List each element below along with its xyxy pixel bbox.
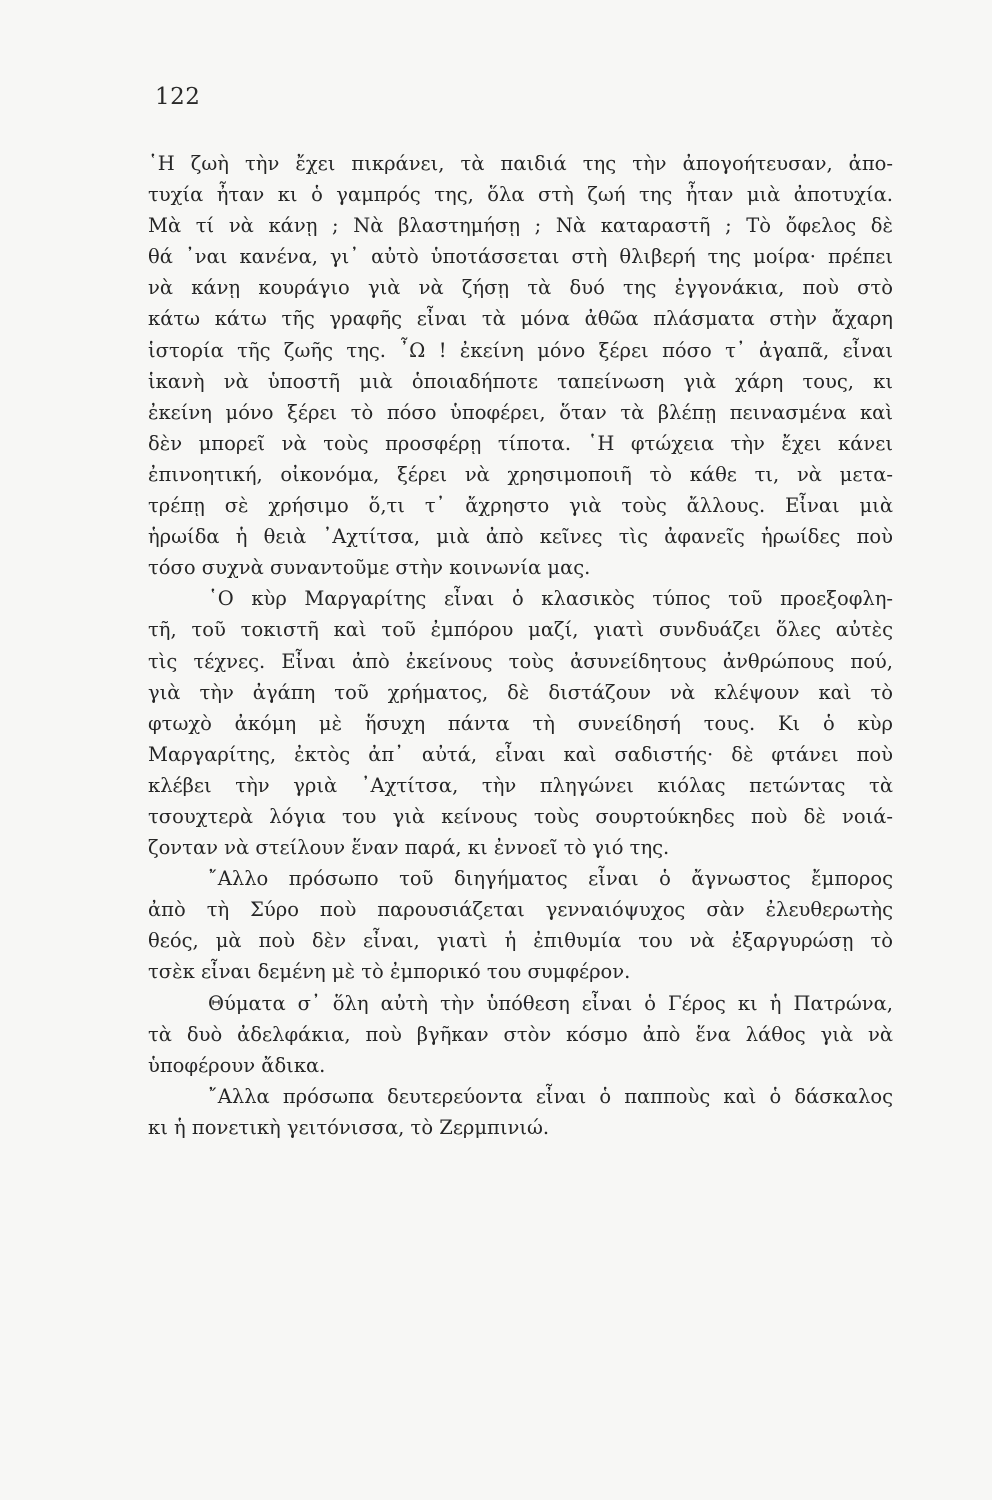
text-line: τσὲκ εἶναι δεμένη μὲ τὸ ἐμπορικό του συμφέρον. xyxy=(148,960,631,984)
text-line: κλέβει τὴν γριὰ ᾽Αχτίτσα, τὴν πληγώνει κιόλας πετώντας τὰ xyxy=(148,773,893,797)
text-line: Μαργαρίτης, ἐκτὸς ἀπ᾽ αὐτά, εἶναι καὶ σαδιστής· δὲ φτάνει ποὺ xyxy=(148,742,893,766)
paragraph xyxy=(148,863,893,987)
text-line: ῎Αλλο πρόσωπο τοῦ διηγήματος εἶναι ὁ ἄγνωστος ἔμπορος xyxy=(208,867,893,891)
text-line: τῆ, τοῦ τοκιστῆ καὶ τοῦ ἐμπόρου μαζί, γιατὶ συνδυάζει ὅλες αὐτὲς xyxy=(148,618,893,642)
paragraph xyxy=(148,583,893,863)
text-line: ἱκανὴ νὰ ὑποστῆ μιὰ ὁποιαδήποτε ταπείνωση γιὰ χάρη τους, κι xyxy=(148,369,893,393)
text-line: τὰ δυὸ ἀδελφάκια, ποὺ βγῆκαν στὸν κόσμο ἀπὸ ἕνα λάθος γιὰ νὰ xyxy=(148,1022,893,1046)
text-line: νὰ κάνῃ κουράγιο γιὰ νὰ ζήσῃ τὰ δυό της ἐγγονάκια, ποὺ στὸ xyxy=(148,276,893,300)
text-line: τὶς τέχνες. Εἶναι ἀπὸ ἐκείνους τοὺς ἀσυνείδητους ἀνθρώπους πού, xyxy=(148,649,893,673)
text-line: ἐπινοητική, οἰκονόμα, ξέρει νὰ χρησιμοποιῆ τὸ κάθε τι, νὰ μετα- xyxy=(148,462,893,486)
page-number: 122 xyxy=(155,84,201,110)
text-line: ἐκείνη μόνο ξέρει τὸ πόσο ὑποφέρει, ὅταν τὰ βλέπῃ πεινασμένα καὶ xyxy=(148,400,893,424)
text-line: ἡρωίδα ἡ θειὰ ᾽Αχτίτσα, μιὰ ἀπὸ κεῖνες τὶς ἀφανεῖς ἡρωίδες ποὺ xyxy=(148,525,893,549)
text-line: θά ᾽ναι κανένα, γι᾽ αὐτὸ ὑποτάσσεται στὴ θλιβερή της μοίρα· πρέπει xyxy=(148,245,893,269)
text-line: κι ἡ πονετικὴ γειτόνισσα, τὸ Ζερμπινιώ. xyxy=(148,1115,550,1139)
body-text xyxy=(148,148,893,1143)
text-line: φτωχὸ ἀκόμη μὲ ἥσυχη πάντα τὴ συνείδησή τους. Κι ὁ κὺρ xyxy=(148,711,893,735)
text-line: γιὰ τὴν ἀγάπη τοῦ χρήματος, δὲ διστάζουν νὰ κλέψουν καὶ τὸ xyxy=(148,680,893,704)
text-line: ῾Ο κὺρ Μαργαρίτης εἶναι ὁ κλασικὸς τύπος τοῦ προεξοφλη- xyxy=(208,587,893,611)
text-line: δὲν μπορεῖ νὰ τοὺς προσφέρῃ τίποτα. ῾Η φτώχεια τὴν ἔχει κάνει xyxy=(148,431,893,455)
text-line: ῾Η ζωὴ τὴν ἔχει πικράνει, τὰ παιδιά της τὴν ἀπογοήτευσαν, ἀπο- xyxy=(148,152,893,175)
paragraph xyxy=(148,988,893,1081)
text-line: ἱστορία τῆς ζωῆς της. ῏Ω ! ἐκείνη μόνο ξέρει πόσο τ᾽ ἀγαπᾶ, εἶναι xyxy=(148,338,893,362)
text-line: θεός, μὰ ποὺ δὲν εἶναι, γιατὶ ἡ ἐπιθυμία του νὰ ἐξαργυρώσῃ τὸ xyxy=(148,929,893,953)
text-line: ῎Αλλα πρόσωπα δευτερεύοντα εἶναι ὁ παπποὺς καὶ ὁ δάσκαλος xyxy=(208,1084,893,1108)
text-line: τόσο συχνὰ συναντοῦμε στὴν κοινωνία μας. xyxy=(148,556,591,580)
text-line: τυχία ἦταν κι ὁ γαμπρός της, ὅλα στὴ ζωή της ἦταν μιὰ ἀποτυχία. xyxy=(148,183,893,207)
paragraph xyxy=(148,148,893,583)
paragraph xyxy=(148,1081,893,1143)
text-line: ἀπὸ τὴ Σύρο ποὺ παρουσιάζεται γενναιόψυχος σὰν ἐλευθερωτὴς xyxy=(148,898,893,922)
text-line: κάτω κάτω τῆς γραφῆς εἶναι τὰ μόνα ἀθῶα πλάσματα στὴν ἄχαρη xyxy=(148,307,893,331)
text-line: τρέπῃ σὲ χρήσιμο ὅ,τι τ᾽ ἄχρηστο γιὰ τοὺς ἄλλους. Εἶναι μιὰ xyxy=(148,494,893,518)
text-line: ζονταν νὰ στείλουν ἕναν παρά, κι ἐννοεῖ τὸ γιό της. xyxy=(148,836,670,860)
text-line: Θύματα σ᾽ ὅλη αὐτὴ τὴν ὑπόθεση εἶναι ὁ Γέρος κι ἡ Πατρώνα, xyxy=(208,991,893,1015)
text-line: Μὰ τί νὰ κάνῃ ; Νὰ βλαστημήσῃ ; Νὰ καταραστῆ ; Τὸ ὄφελος δὲ xyxy=(148,214,893,238)
text-line: ὑποφέρουν ἄδικα. xyxy=(148,1053,326,1077)
text-line: τσουχτερὰ λόγια του γιὰ κείνους τοὺς σουρτούκηδες ποὺ δὲ νοιά- xyxy=(148,804,893,828)
